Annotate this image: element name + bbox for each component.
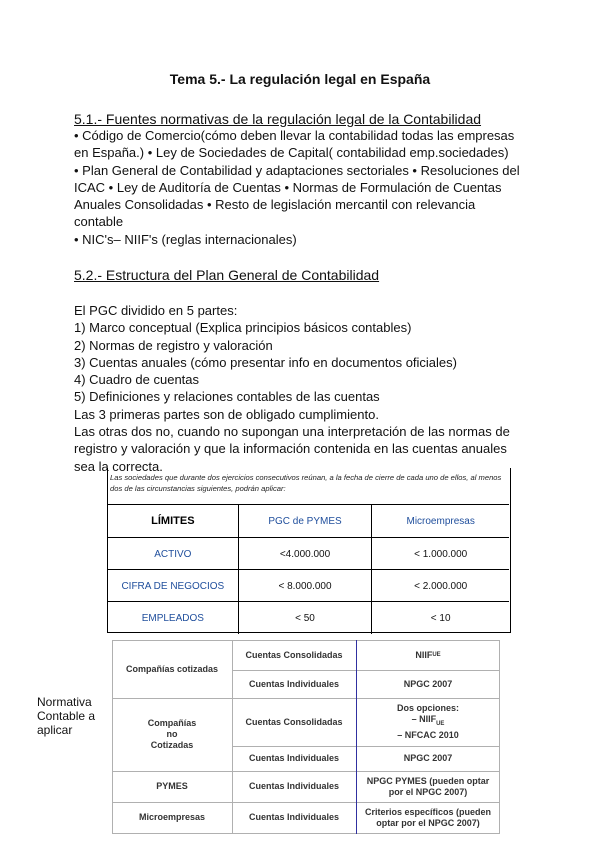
label-line: aplicar	[37, 723, 73, 737]
text-line: Las otras dos no, cuando no supongan una interpretación de las normas de	[74, 424, 510, 440]
label-line: Compañías	[147, 718, 197, 728]
label-line: no	[166, 729, 178, 739]
normativa-table	[112, 640, 500, 834]
text-line: sea la correcta.	[74, 458, 163, 474]
text-line: 2) Normas de registro y valoración	[74, 337, 273, 353]
table-row	[108, 601, 509, 634]
cuentas-individuales: Cuentas Individuales	[248, 678, 340, 689]
dos-opciones-title: Dos opciones:	[396, 703, 459, 714]
text-line: contable	[74, 214, 124, 230]
dos-opciones	[357, 698, 499, 746]
niif-text: NIIF	[415, 649, 433, 660]
option-text: – NIIF	[411, 714, 437, 725]
cuentas-consolidadas: Cuentas Consolidadas	[245, 716, 343, 727]
table-row	[108, 537, 509, 570]
cuentas-individuales: Cuentas Individuales	[248, 812, 340, 822]
row-label: ACTIVO	[108, 538, 239, 570]
cuentas-individuales: Cuentas Individuales	[248, 781, 340, 791]
section-2-body	[74, 302, 534, 475]
npgc-2007: NPGC 2007	[403, 753, 453, 763]
row-value: < 50	[239, 602, 373, 634]
option-nfcac: – NFCAC 2010	[397, 729, 459, 740]
row-label: EMPLEADOS	[108, 602, 239, 634]
text-line: • NIC's– NIIF's (reglas internacionales)	[74, 231, 297, 247]
text-line: 5) Definiciones y relaciones contables de las cuentas	[74, 389, 380, 405]
row-value: < 1.000.000	[414, 548, 468, 560]
header-microempresas: Microempresas	[406, 515, 475, 527]
section-1-body	[74, 127, 534, 248]
row-value: < 10	[430, 612, 451, 624]
header-pgc-pymes: PGC de PYMES	[239, 505, 373, 537]
row-label: CIFRA DE NEGOCIOS	[108, 570, 239, 602]
divider	[499, 640, 500, 834]
section-2-heading: 5.2.- Estructura del Plan General de Contabilidad	[74, 267, 380, 283]
text-line: 4) Cuadro de cuentas	[74, 372, 200, 388]
npgc-2007: NPGC 2007	[403, 678, 453, 689]
npgc-pymes: NPGC PYMES (pueden optar por el NPGC 2007)	[366, 775, 490, 797]
cotizadas-label: Compañías cotizadas	[125, 663, 219, 674]
option-niif	[412, 714, 445, 730]
text-line: registro y valoración y que la información contenida en las cuentas anuales	[74, 441, 507, 457]
option-subscript: UE	[436, 720, 445, 727]
text-line: en España.) • Ley de Sociedades de Capital( contabilidad emp.sociedades)	[74, 145, 509, 161]
table-row	[108, 569, 509, 602]
pymes-label: PYMES	[156, 781, 188, 791]
text-line: Las 3 primeras partes son de obligado cumplimiento.	[74, 406, 379, 422]
text-line: ICAC • Ley de Auditoría de Cuentas • Normas de Formulación de Cuentas	[74, 179, 502, 195]
header-limits: LÍMITES	[108, 505, 239, 537]
text-line: 3) Cuentas anuales (cómo presentar info en documentos oficiales)	[74, 354, 457, 370]
text-line: Anuales Consolidadas • Resto de legislación mercantil con relevancia	[74, 197, 476, 213]
text-line: • Plan General de Contabilidad y adaptaciones sectoriales • Resoluciones del	[74, 162, 520, 178]
no-cotizadas-label	[112, 698, 232, 771]
label-line: Cotizadas	[150, 740, 194, 750]
criterios-especificos: Criterios específicos (pueden optar por el NPGC 2007)	[364, 806, 492, 828]
label-line: Normativa	[37, 695, 92, 709]
niif-ue	[357, 640, 499, 670]
divider	[112, 833, 500, 834]
limits-table-header	[108, 504, 509, 537]
cuentas-individuales: Cuentas Individuales	[248, 753, 340, 763]
limits-table-note: Las sociedades que durante dos ejercicios consecutivos reúnan, a la fecha de cierre de cada uno de ellos, al menos dos de las circunstancias siguientes, podrán aplicar:	[110, 473, 502, 493]
text-line: El PGC dividido en 5 partes:	[74, 303, 238, 318]
micro-label: Microempresas	[138, 812, 206, 822]
niif-subscript: UE	[432, 651, 441, 658]
row-value: < 2.000.000	[414, 580, 468, 592]
cuentas-consolidadas: Cuentas Consolidadas	[245, 649, 343, 660]
row-value: <4.000.000	[239, 538, 373, 570]
section-1-heading: 5.1.- Fuentes normativas de la regulación legal de la Contabilidad	[74, 111, 482, 127]
text-line: • Código de Comercio(cómo deben llevar la contabilidad todas las empresas	[74, 128, 515, 143]
label-line: Contable a	[37, 709, 96, 723]
page-title: Tema 5.- La regulación legal en España	[169, 71, 431, 87]
normativa-label	[37, 695, 95, 737]
row-value: < 8.000.000	[239, 570, 373, 602]
text-line: 1) Marco conceptual (Explica principios básicos contables)	[74, 320, 412, 336]
